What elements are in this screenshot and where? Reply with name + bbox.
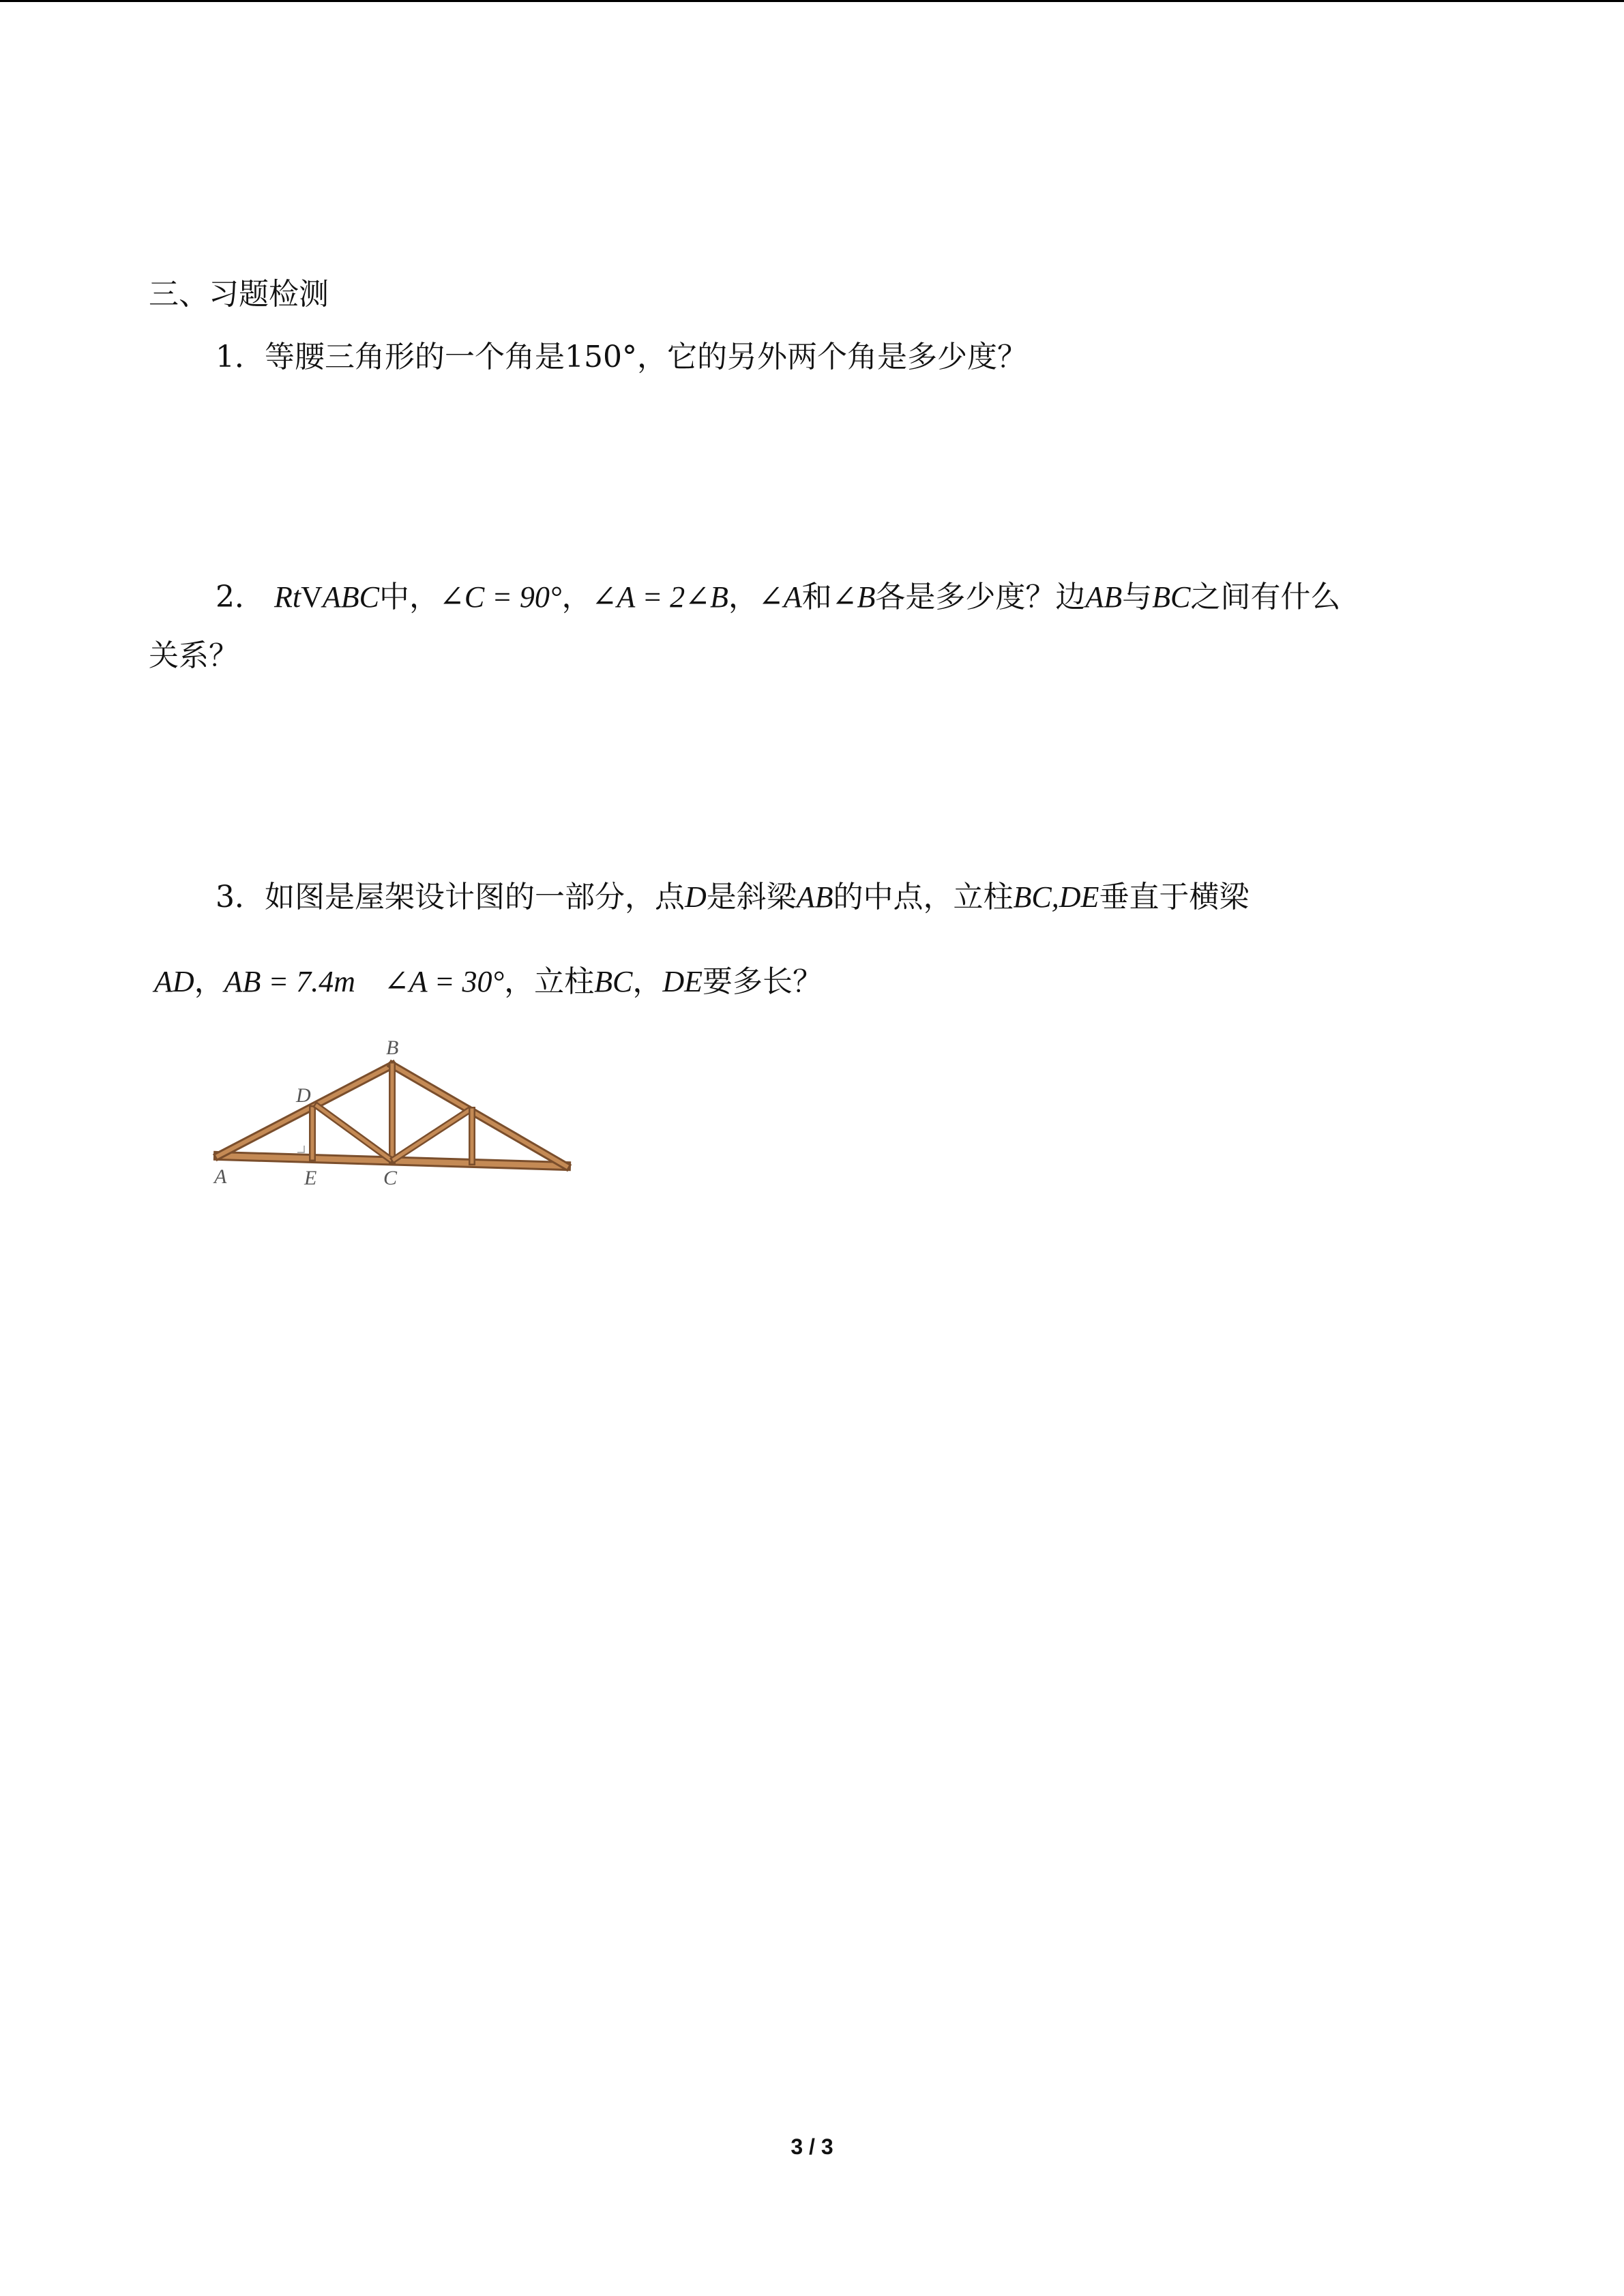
label-e: E — [304, 1167, 317, 1189]
question-2-line-1 — [216, 577, 1340, 618]
segment-ab: AB — [796, 880, 833, 914]
triangle-abc: ABC — [322, 580, 379, 614]
segments-bc-de: BC,DE — [1013, 880, 1099, 914]
label-d: D — [296, 1084, 311, 1107]
angle-a-eq: ∠A = 2∠B — [591, 580, 728, 614]
point-d: D — [685, 880, 707, 914]
segment-de: DE — [662, 965, 703, 998]
q2-zhong: 中， — [379, 580, 439, 614]
right-angle-mark — [297, 1146, 304, 1152]
q2-sep-2: ， — [728, 580, 758, 614]
page-number: 3 / 3 — [791, 2134, 833, 2159]
rt-text: Rt — [274, 580, 301, 614]
question-1 — [216, 337, 1027, 378]
section-title: 三、习题检测 — [149, 277, 329, 312]
question-3-line-2 — [154, 961, 823, 1002]
triangle-symbol: V — [301, 580, 323, 614]
q3-text-3: 的中点，立柱 — [833, 880, 1014, 914]
segment-ab: AB — [1085, 580, 1123, 614]
angle-a-eq: ∠A = 30° — [383, 965, 505, 998]
q3-text-5: ，立柱 — [504, 964, 595, 999]
label-b: B — [386, 1037, 399, 1059]
q3-text-1: 如图是屋架设计图的一部分，点 — [265, 880, 685, 914]
segment-bc: BC — [1152, 580, 1191, 614]
q3-text-4: 垂直于横梁 — [1099, 880, 1250, 914]
ab-length: AB = 7.4m — [224, 965, 355, 998]
question-3-number: 3． — [216, 880, 265, 914]
question-3-line-1 — [216, 877, 1249, 918]
label-c: C — [383, 1167, 398, 1189]
segment-bc: BC — [594, 965, 633, 998]
q3-text-6: 要多长？ — [703, 964, 823, 999]
angle-c-eq: ∠C = 90° — [439, 580, 562, 614]
question-1-text: 等腰三角形的一个角是150°，它的另外两个角是多少度？ — [265, 340, 1027, 374]
q2-yu: 与 — [1122, 580, 1153, 614]
q3-comma-1: ， — [194, 964, 224, 999]
question-1-number: 1． — [216, 340, 265, 374]
question-2-line-2: 关系？ — [149, 638, 239, 673]
label-a: A — [214, 1165, 227, 1188]
question-2-number: 2． — [216, 580, 265, 614]
angle-b: ∠B — [831, 580, 876, 614]
q2-sep-1: ， — [561, 580, 592, 614]
q2-ask-2: 之间有什么 — [1190, 580, 1341, 614]
segment-ad: AD — [154, 965, 194, 998]
q2-he: 和 — [801, 580, 832, 614]
roof-truss-figure — [205, 1030, 587, 1200]
q2-ask-1: 各是多少度？边 — [875, 580, 1086, 614]
q3-comma-2: ， — [632, 964, 663, 999]
angle-a: ∠A — [758, 580, 802, 614]
q3-text-2: 是斜梁 — [706, 880, 797, 914]
